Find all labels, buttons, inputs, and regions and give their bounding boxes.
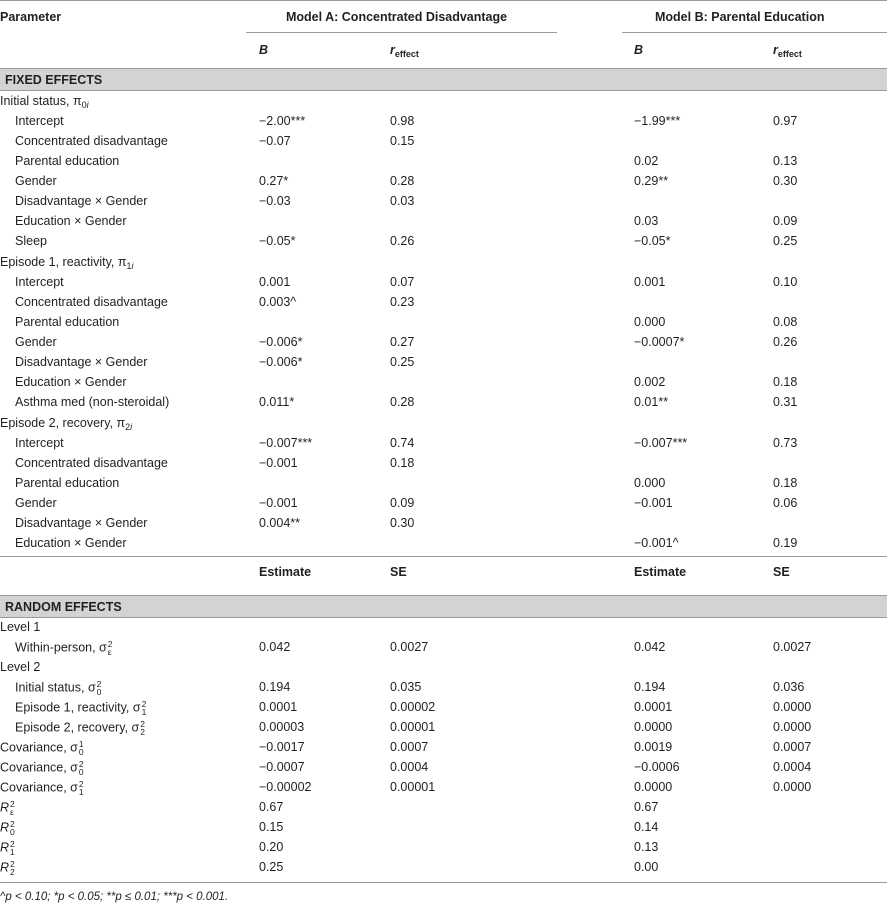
model-a-r-value: 0.25 [390,355,415,369]
random-row-label-init: Initial status, σ 2 0 [15,679,102,697]
random-header-rule [0,556,887,557]
row-label: Education × Gender [15,536,127,550]
model-b-b-value: 0.29** [634,174,669,188]
model-a-r-value: 0.18 [390,456,415,470]
random-bottom-rule [0,617,887,618]
model-a-b-header: B [259,43,269,57]
model-a-r-value: 0.23 [390,295,415,309]
model-a-b-value: −0.05* [259,234,296,248]
model-a-estimate-value: 0.20 [259,840,284,854]
model-b-se-value: 0.0000 [773,780,812,794]
model-b-b-value: −1.99*** [634,114,681,128]
model-a-estimate-value: −0.0007 [259,760,305,774]
header-model-b: Model B: Parental Education [655,10,825,24]
model-a-se-value: 0.0027 [390,640,429,654]
row-label: Concentrated disadvantage [15,456,168,470]
group-episode-1: Episode 1, reactivity, $\pi_{1i}$ [0,255,134,271]
model-a-se-value: 0.0004 [390,760,429,774]
model-b-estimate-value: 0.042 [634,640,666,654]
model-b-estimate-value: −0.0006 [634,760,680,774]
model-b-r-header: $r_{effect}$ [773,43,802,59]
row-label: Concentrated disadvantage [15,295,168,309]
model-a-se-value: 0.00002 [390,700,436,714]
random-row-label-cov3: Covariance, σ 2 1 [0,779,84,797]
model-b-r-value: 0.09 [773,214,798,228]
fixed-effects-title: FIXED EFFECTS [5,73,103,87]
row-label: Parental education [15,476,120,490]
model-b-se-header: SE [773,565,790,579]
model-a-r-header: $r_{effect}$ [390,43,419,59]
model-b-rule [622,32,887,33]
model-b-estimate-value: 0.00 [634,860,659,874]
model-a-r-value: 0.30 [390,516,415,530]
model-a-b-value: −0.03 [259,194,291,208]
random-row-label-within: Within-person, σ 2 ε [15,639,113,657]
model-a-estimate-value: 0.00003 [259,720,305,734]
model-b-b-value: 0.03 [634,214,659,228]
model-a-b-value: −0.006* [259,335,303,349]
random-row-label-cov1: Covariance, σ 1 0 [0,739,84,757]
model-a-se-value: 0.00001 [390,720,436,734]
model-a-se-value: 0.035 [390,680,422,694]
row-label: Gender [15,335,57,349]
model-a-b-value: 0.003^ [259,295,297,309]
model-b-b-value: −0.007*** [634,436,688,450]
row-label: Intercept [15,436,64,450]
model-b-b-value: −0.05* [634,234,671,248]
model-a-b-value: −0.007*** [259,436,313,450]
model-a-r-value: 0.03 [390,194,415,208]
model-b-r-value: 0.26 [773,335,798,349]
fixed-bottom-rule [0,90,887,91]
model-b-r-value: 0.19 [773,536,798,550]
model-b-se-value: 0.0000 [773,700,812,714]
header-model-a: Model A: Concentrated Disadvantage [286,10,508,24]
top-rule [0,0,887,1]
model-a-b-value: 0.011* [259,395,295,409]
model-a-b-value: −2.00*** [259,114,306,128]
model-a-r-value: 0.28 [390,395,415,409]
row-label: Intercept [15,275,64,289]
row-label: Education × Gender [15,214,127,228]
model-a-b-value: −0.07 [259,134,291,148]
model-a-r-value: 0.07 [390,275,415,289]
model-a-r-value: 0.98 [390,114,415,128]
model-a-b-value: 0.001 [259,275,291,289]
model-b-se-value: 0.0027 [773,640,812,654]
model-b-r-value: 0.97 [773,114,798,128]
model-b-estimate-value: 0.0019 [634,740,673,754]
model-b-b-value: −0.001 [634,496,673,510]
row-label: Parental education [15,315,120,329]
random-row-label-r22: R 2 2 [0,859,15,877]
model-b-r-value: 0.08 [773,315,798,329]
row-label: Disadvantage × Gender [15,355,148,369]
model-a-r-value: 0.26 [390,234,415,248]
model-a-se-value: 0.0007 [390,740,429,754]
random-row-label-ep1: Episode 1, reactivity, σ 2 1 [15,699,147,717]
random-row-label-r21: R 2 1 [0,839,15,857]
model-b-estimate-value: 0.14 [634,820,659,834]
model-b-b-value: 0.02 [634,154,659,168]
model-b-estimate-value: 0.194 [634,680,666,694]
model-b-r-value: 0.30 [773,174,798,188]
random-row-label-r2e: R 2 ε [0,799,15,817]
model-a-se-header: SE [390,565,407,579]
model-a-rule [246,32,557,33]
row-label: Gender [15,174,57,188]
level-2-label: Level 2 [0,660,41,674]
model-b-se-value: 0.0004 [773,760,812,774]
model-b-se-value: 0.0000 [773,720,812,734]
header-parameter: Parameter [0,10,62,24]
model-b-r-value: 0.13 [773,154,798,168]
model-a-estimate-value: 0.67 [259,800,284,814]
row-label: Gender [15,496,57,510]
model-b-r-value: 0.10 [773,275,798,289]
row-label: Education × Gender [15,375,127,389]
model-a-estimate-value: 0.042 [259,640,291,654]
model-a-b-value: −0.006* [259,355,303,369]
random-row-label-ep2: Episode 2, recovery, σ 2 2 [15,719,145,737]
model-b-se-value: 0.0007 [773,740,812,754]
model-b-b-value: 0.000 [634,315,666,329]
level-1-label: Level 1 [0,620,41,634]
random-row-label-cov2: Covariance, σ 2 0 [0,759,84,777]
model-b-r-value: 0.18 [773,476,798,490]
model-a-estimate-value: −0.0017 [259,740,305,754]
model-a-estimate-value: 0.15 [259,820,284,834]
model-a-r-value: 0.09 [390,496,415,510]
model-b-b-value: 0.01** [634,395,669,409]
random-row-label-r20: R 2 0 [0,819,15,837]
random-effects-title: RANDOM EFFECTS [5,600,122,614]
model-b-estimate-value: 0.0000 [634,720,673,734]
group-episode-2: Episode 2, recovery, $\pi_{2i}$ [0,416,133,432]
model-b-r-value: 0.25 [773,234,798,248]
model-a-estimate-value: −0.00002 [259,780,312,794]
model-b-estimate-value: 0.67 [634,800,659,814]
model-a-estimate-value: 0.25 [259,860,284,874]
model-a-r-value: 0.27 [390,335,415,349]
footnote: ^p < 0.10; *p < 0.05; **p ≤ 0.01; ***p < 0.001. [0,891,229,903]
group-initial-status: Initial status, $\pi_{0i}$ [0,94,89,110]
model-a-estimate-header: Estimate [259,565,312,579]
model-a-b-value: −0.001 [259,456,298,470]
model-a-r-value: 0.28 [390,174,415,188]
model-b-b-value: −0.001^ [634,536,679,550]
model-b-estimate-value: 0.0000 [634,780,673,794]
model-a-b-value: 0.27* [259,174,289,188]
model-b-estimate-header: Estimate [634,565,687,579]
model-a-r-value: 0.15 [390,134,415,148]
model-b-b-header: B [634,43,644,57]
bottom-rule [0,882,887,883]
row-label: Asthma med (non-steroidal) [15,395,170,409]
row-label: Sleep [15,234,47,248]
row-label: Disadvantage × Gender [15,516,148,530]
row-label: Concentrated disadvantage [15,134,168,148]
model-b-r-value: 0.31 [773,395,798,409]
fixed-effects-band [0,69,887,90]
model-b-estimate-value: 0.0001 [634,700,673,714]
model-a-r-value: 0.74 [390,436,415,450]
random-effects-band [0,596,887,617]
model-b-estimate-value: 0.13 [634,840,659,854]
model-b-b-value: 0.001 [634,275,666,289]
row-label: Parental education [15,154,120,168]
model-b-r-value: 0.73 [773,436,798,450]
model-a-b-value: −0.001 [259,496,298,510]
model-b-b-value: 0.000 [634,476,666,490]
model-b-r-value: 0.18 [773,375,798,389]
model-a-b-value: 0.004** [259,516,301,530]
model-b-r-value: 0.06 [773,496,798,510]
model-a-estimate-value: 0.0001 [259,700,298,714]
model-a-se-value: 0.00001 [390,780,436,794]
model-b-b-value: 0.002 [634,375,666,389]
row-label: Disadvantage × Gender [15,194,148,208]
row-label: Intercept [15,114,64,128]
model-a-estimate-value: 0.194 [259,680,291,694]
model-b-b-value: −0.0007* [634,335,685,349]
model-b-se-value: 0.036 [773,680,805,694]
